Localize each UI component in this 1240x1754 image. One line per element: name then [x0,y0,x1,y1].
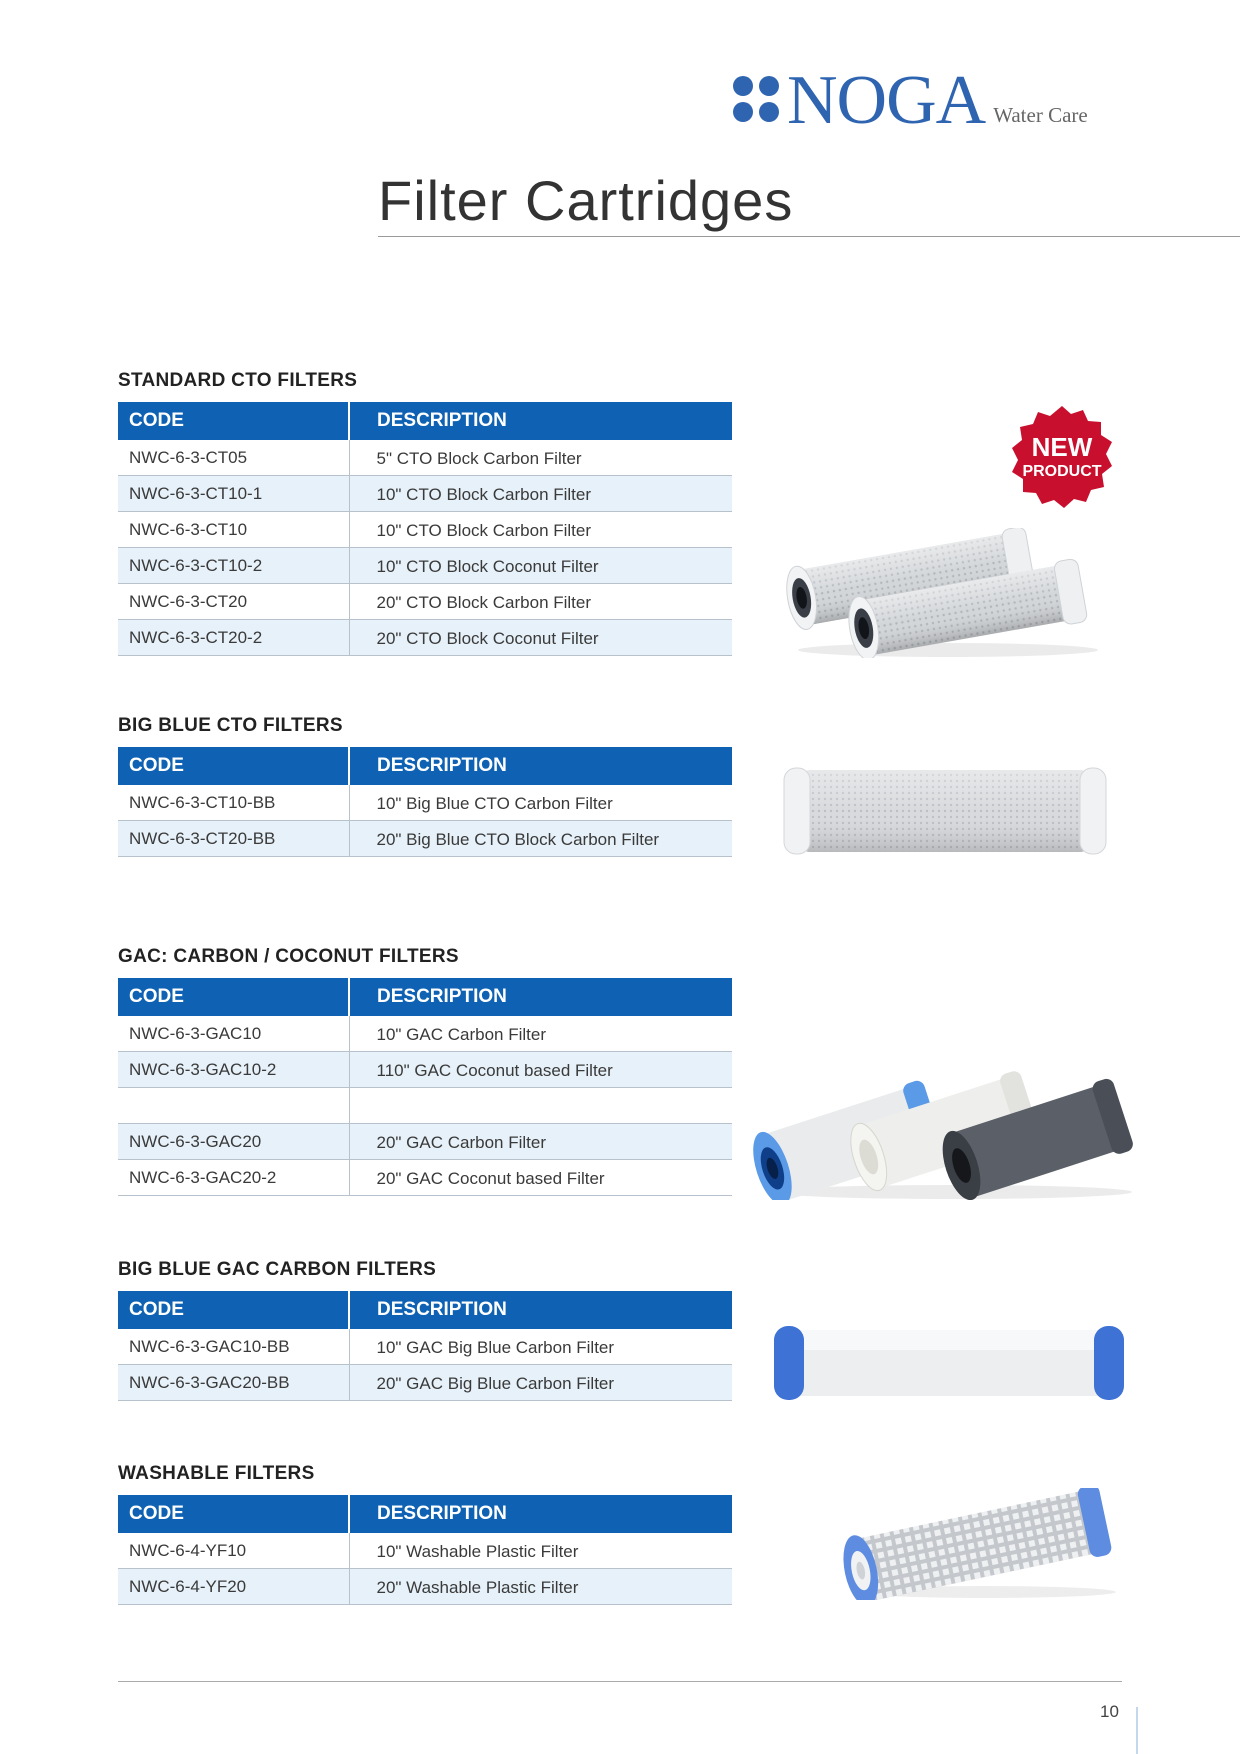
brand-subtitle: Water Care [993,103,1088,127]
badge-line2: PRODUCT [1022,463,1102,480]
cell-description: 10" CTO Block Carbon Filter [349,512,732,548]
cell-description: 110" GAC Coconut based Filter [349,1052,732,1088]
cell-code: NWC-6-3-CT10-BB [118,785,349,821]
section-title: BIG BLUE CTO FILTERS [118,715,343,736]
filter-table [118,402,732,656]
brand-logo [733,62,1088,139]
filter-table [118,1495,732,1605]
section-title: STANDARD CTO FILTERS [118,370,358,391]
cell-code: NWC-6-3-CT10-1 [118,476,349,512]
column-header-code: CODE [118,747,349,785]
section-big-blue-gac [118,1259,732,1401]
section-washable [118,1463,732,1605]
cell-description: 20" Washable Plastic Filter [349,1569,732,1605]
page-number: 10 [1100,1702,1119,1721]
cell-code: NWC-6-4-YF10 [118,1533,349,1569]
table-row [118,1016,732,1052]
cell-description: 20" GAC Carbon Filter [349,1124,732,1160]
table-row [118,1124,732,1160]
section-big-blue-cto [118,715,732,857]
section-title: WASHABLE FILTERS [118,1463,315,1484]
logo-dots-icon [733,76,779,122]
cto-carbon-filter-pair [778,528,1098,658]
cell-description: 10" GAC Big Blue Carbon Filter [349,1329,732,1365]
big-blue-cto-filter [780,766,1110,856]
filter-table [118,978,732,1196]
cell-code: NWC-6-3-CT10 [118,512,349,548]
table-row [118,476,732,512]
cell-code: NWC-6-3-CT20 [118,584,349,620]
section-gac-carbon-coconut [118,946,732,1196]
table-row [118,1569,732,1605]
cell-description: 20" CTO Block Carbon Filter [349,584,732,620]
section-title: GAC: CARBON / COCONUT FILTERS [118,946,459,967]
filter-table [118,747,732,857]
column-header-description: DESCRIPTION [349,747,732,785]
cell-description [349,1088,732,1124]
big-blue-gac-filter [770,1324,1128,1402]
cell-description: 20" GAC Coconut based Filter [349,1160,732,1196]
table-row [118,1533,732,1569]
column-header-code: CODE [118,402,349,440]
cell-code: NWC-6-3-GAC20-BB [118,1365,349,1401]
table-row [118,1329,732,1365]
cell-code: NWC-6-3-CT20-2 [118,620,349,656]
cell-description: 20" Big Blue CTO Block Carbon Filter [349,821,732,857]
table-row [118,1052,732,1088]
cell-description: 10" CTO Block Carbon Filter [349,476,732,512]
column-header-description: DESCRIPTION [349,978,732,1016]
cell-description: 10" GAC Carbon Filter [349,1016,732,1052]
table-row [118,785,732,821]
badge-line1: NEW [1031,432,1093,462]
brand-name: NOGA [787,62,986,139]
cell-description: 10" Washable Plastic Filter [349,1533,732,1569]
cell-code [118,1088,349,1124]
column-header-description: DESCRIPTION [349,1495,732,1533]
cell-code: NWC-6-3-GAC20-2 [118,1160,349,1196]
cell-code: NWC-6-3-GAC10-BB [118,1329,349,1365]
filter-table [118,1291,732,1401]
footer-divider [118,1681,1122,1682]
table-row [118,1160,732,1196]
column-header-description: DESCRIPTION [349,1291,732,1329]
gac-filter-trio [742,1050,1142,1200]
column-header-description: DESCRIPTION [349,402,732,440]
cell-code: NWC-6-3-GAC20 [118,1124,349,1160]
table-row [118,548,732,584]
section-standard-cto [118,370,732,656]
cell-code: NWC-6-3-CT05 [118,440,349,476]
table-row [118,1088,732,1124]
title-divider [378,236,1240,237]
table-row [118,1365,732,1401]
cell-description: 10" CTO Block Coconut Filter [349,548,732,584]
page-title: Filter Cartridges [378,169,794,232]
page-edge-marker [1136,1707,1138,1754]
table-row [118,512,732,548]
column-header-code: CODE [118,1495,349,1533]
table-row [118,440,732,476]
cell-code: NWC-6-3-GAC10 [118,1016,349,1052]
cell-description: 20" CTO Block Coconut Filter [349,620,732,656]
washable-filter [836,1488,1126,1600]
new-product-badge-icon [1008,404,1116,512]
cell-code: NWC-6-4-YF20 [118,1569,349,1605]
table-row [118,821,732,857]
column-header-code: CODE [118,1291,349,1329]
cell-code: NWC-6-3-CT10-2 [118,548,349,584]
cell-description: 5" CTO Block Carbon Filter [349,440,732,476]
table-row [118,584,732,620]
table-row [118,620,732,656]
column-header-code: CODE [118,978,349,1016]
cell-code: NWC-6-3-CT20-BB [118,821,349,857]
section-title: BIG BLUE GAC CARBON FILTERS [118,1259,437,1280]
cell-code: NWC-6-3-GAC10-2 [118,1052,349,1088]
cell-description: 20" GAC Big Blue Carbon Filter [349,1365,732,1401]
cell-description: 10" Big Blue CTO Carbon Filter [349,785,732,821]
